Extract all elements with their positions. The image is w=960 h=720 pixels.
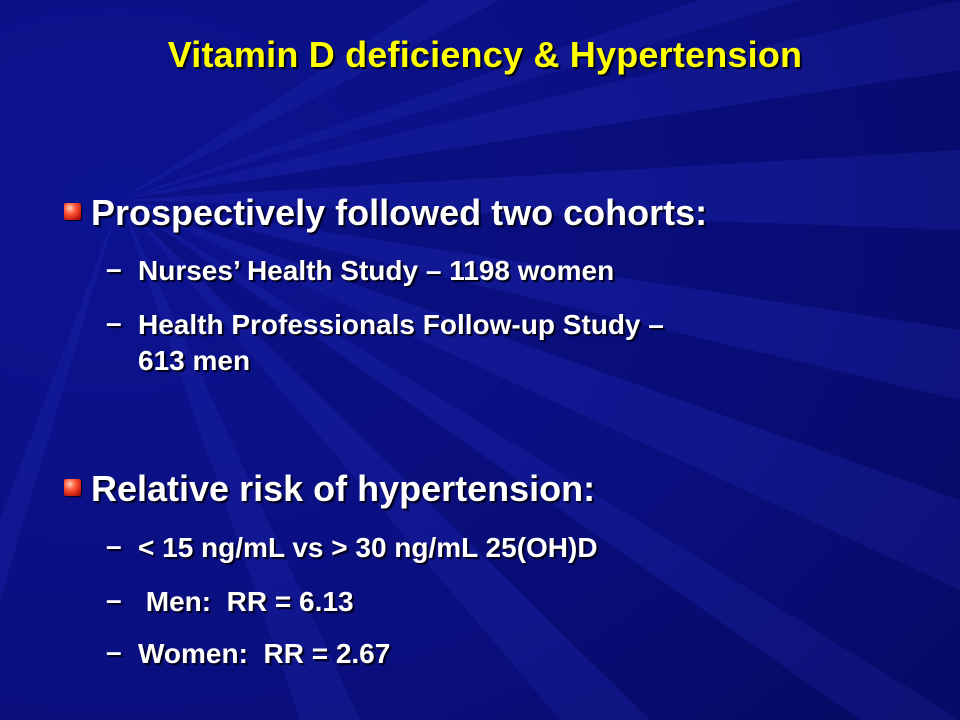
sub-item-text: < 15 ng/mL vs > 30 ng/mL 25(OH)D [138, 532, 598, 563]
bullet-prospective-cohorts [64, 192, 707, 234]
dash-marker: – [106, 636, 122, 667]
sub-item-health-professionals [106, 307, 664, 379]
dash-marker: – [106, 307, 122, 338]
section-heading: Relative risk of hypertension: [91, 468, 596, 509]
sub-item-text-line2: 613 men [138, 345, 251, 376]
dash-marker: – [106, 584, 122, 615]
sub-item-nurses-study [106, 253, 614, 289]
dash-marker: – [106, 253, 122, 284]
sub-item-women-rr [106, 636, 390, 672]
sub-item-men-rr [106, 584, 354, 620]
bullet-relative-risk [64, 468, 595, 510]
sub-item-threshold [106, 530, 598, 566]
sub-item-text-line1: Health Professionals Follow-up Study – [138, 309, 664, 340]
dash-marker: – [106, 530, 122, 561]
slide-title: Vitamin D deficiency & Hypertension [167, 34, 803, 75]
square-bullet-icon [64, 203, 81, 220]
sub-item-text: Women: RR = 2.67 [138, 638, 391, 669]
section-heading: Prospectively followed two cohorts: [91, 192, 708, 233]
sub-item-text [138, 307, 664, 379]
sub-item-text: Nurses’ Health Study – 1198 women [138, 255, 615, 286]
sub-item-text: Men: RR = 6.13 [138, 586, 354, 617]
square-bullet-icon [64, 479, 81, 496]
